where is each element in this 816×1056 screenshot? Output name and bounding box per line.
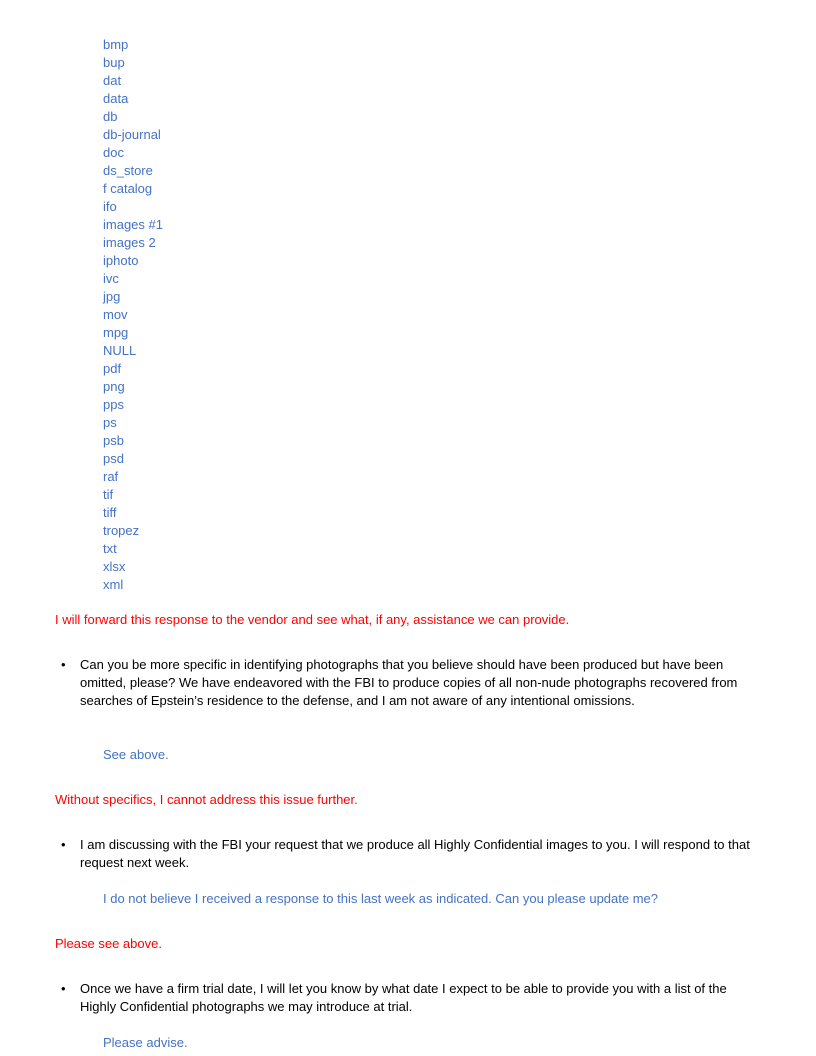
extension-item: images 2	[103, 235, 156, 250]
bullet-icon: •	[61, 837, 66, 852]
response-please-see-above: Please see above.	[55, 936, 162, 951]
extension-item: tropez	[103, 523, 140, 538]
extension-item: psd	[103, 451, 124, 466]
extension-item: txt	[103, 541, 117, 556]
extension-item: NULL	[103, 343, 137, 358]
bullet-text: I am discussing with the FBI your request that we produce all Highly Confidential images to you. I will respond to that request next week.	[80, 837, 750, 870]
extension-item: dat	[103, 73, 122, 88]
extension-item: ds_store	[103, 163, 153, 178]
response-without-specifics: Without specifics, I cannot address this issue further.	[55, 792, 358, 807]
extension-item: pps	[103, 397, 124, 412]
bullet-text: Once we have a firm trial date, I will let you know by what date I expect to be able to provide you with a list of the Highly Confidential photographs we may introduce at trial.	[80, 981, 727, 1014]
extension-item: tif	[103, 487, 114, 502]
response-forward-vendor: I will forward this response to the vendor and see what, if any, assistance we can provide.	[55, 612, 570, 627]
extension-item: jpg	[103, 289, 121, 304]
extension-item: tiff	[103, 505, 117, 520]
file-extension-list	[103, 36, 163, 594]
extension-item: data	[103, 91, 129, 106]
extension-item: bmp	[103, 37, 129, 52]
bullet-text: Can you be more specific in identifying photographs that you believe should have been produced but have been omitted, please? We have endeavored with the FBI to produce copies of all non-nude photographs recovered from searches of Epstein’s residence to the defense, and I am not aware of any intentional omissions.	[80, 657, 738, 708]
extension-item: pdf	[103, 361, 122, 376]
extension-item: bup	[103, 55, 125, 70]
extension-item: xlsx	[103, 559, 126, 574]
extension-item: ifo	[103, 199, 117, 214]
extension-item: mpg	[103, 325, 129, 340]
extension-item: db-journal	[103, 127, 161, 142]
extension-item: ivc	[103, 271, 119, 286]
bullet-icon: •	[61, 657, 66, 672]
bullet-item-trial-date	[61, 980, 765, 1016]
reply-please-advise: Please advise.	[103, 1035, 188, 1050]
extension-item: psb	[103, 433, 124, 448]
extension-item: f catalog	[103, 181, 153, 196]
extension-item: xml	[103, 577, 124, 592]
reply-see-above: See above.	[103, 747, 169, 762]
extension-item: doc	[103, 145, 124, 160]
extension-item: mov	[103, 307, 128, 322]
extension-item: images #1	[103, 217, 163, 232]
extension-item: iphoto	[103, 253, 139, 268]
bullet-item-highly-confidential	[61, 836, 765, 872]
extension-item: raf	[103, 469, 119, 484]
bullet-item-photographs	[61, 656, 765, 710]
extension-item: png	[103, 379, 125, 394]
extension-item: db	[103, 109, 118, 124]
extension-item: ps	[103, 415, 117, 430]
reply-update-request: I do not believe I received a response to this last week as indicated. Can you please update me?	[103, 891, 659, 906]
bullet-icon: •	[61, 981, 66, 996]
